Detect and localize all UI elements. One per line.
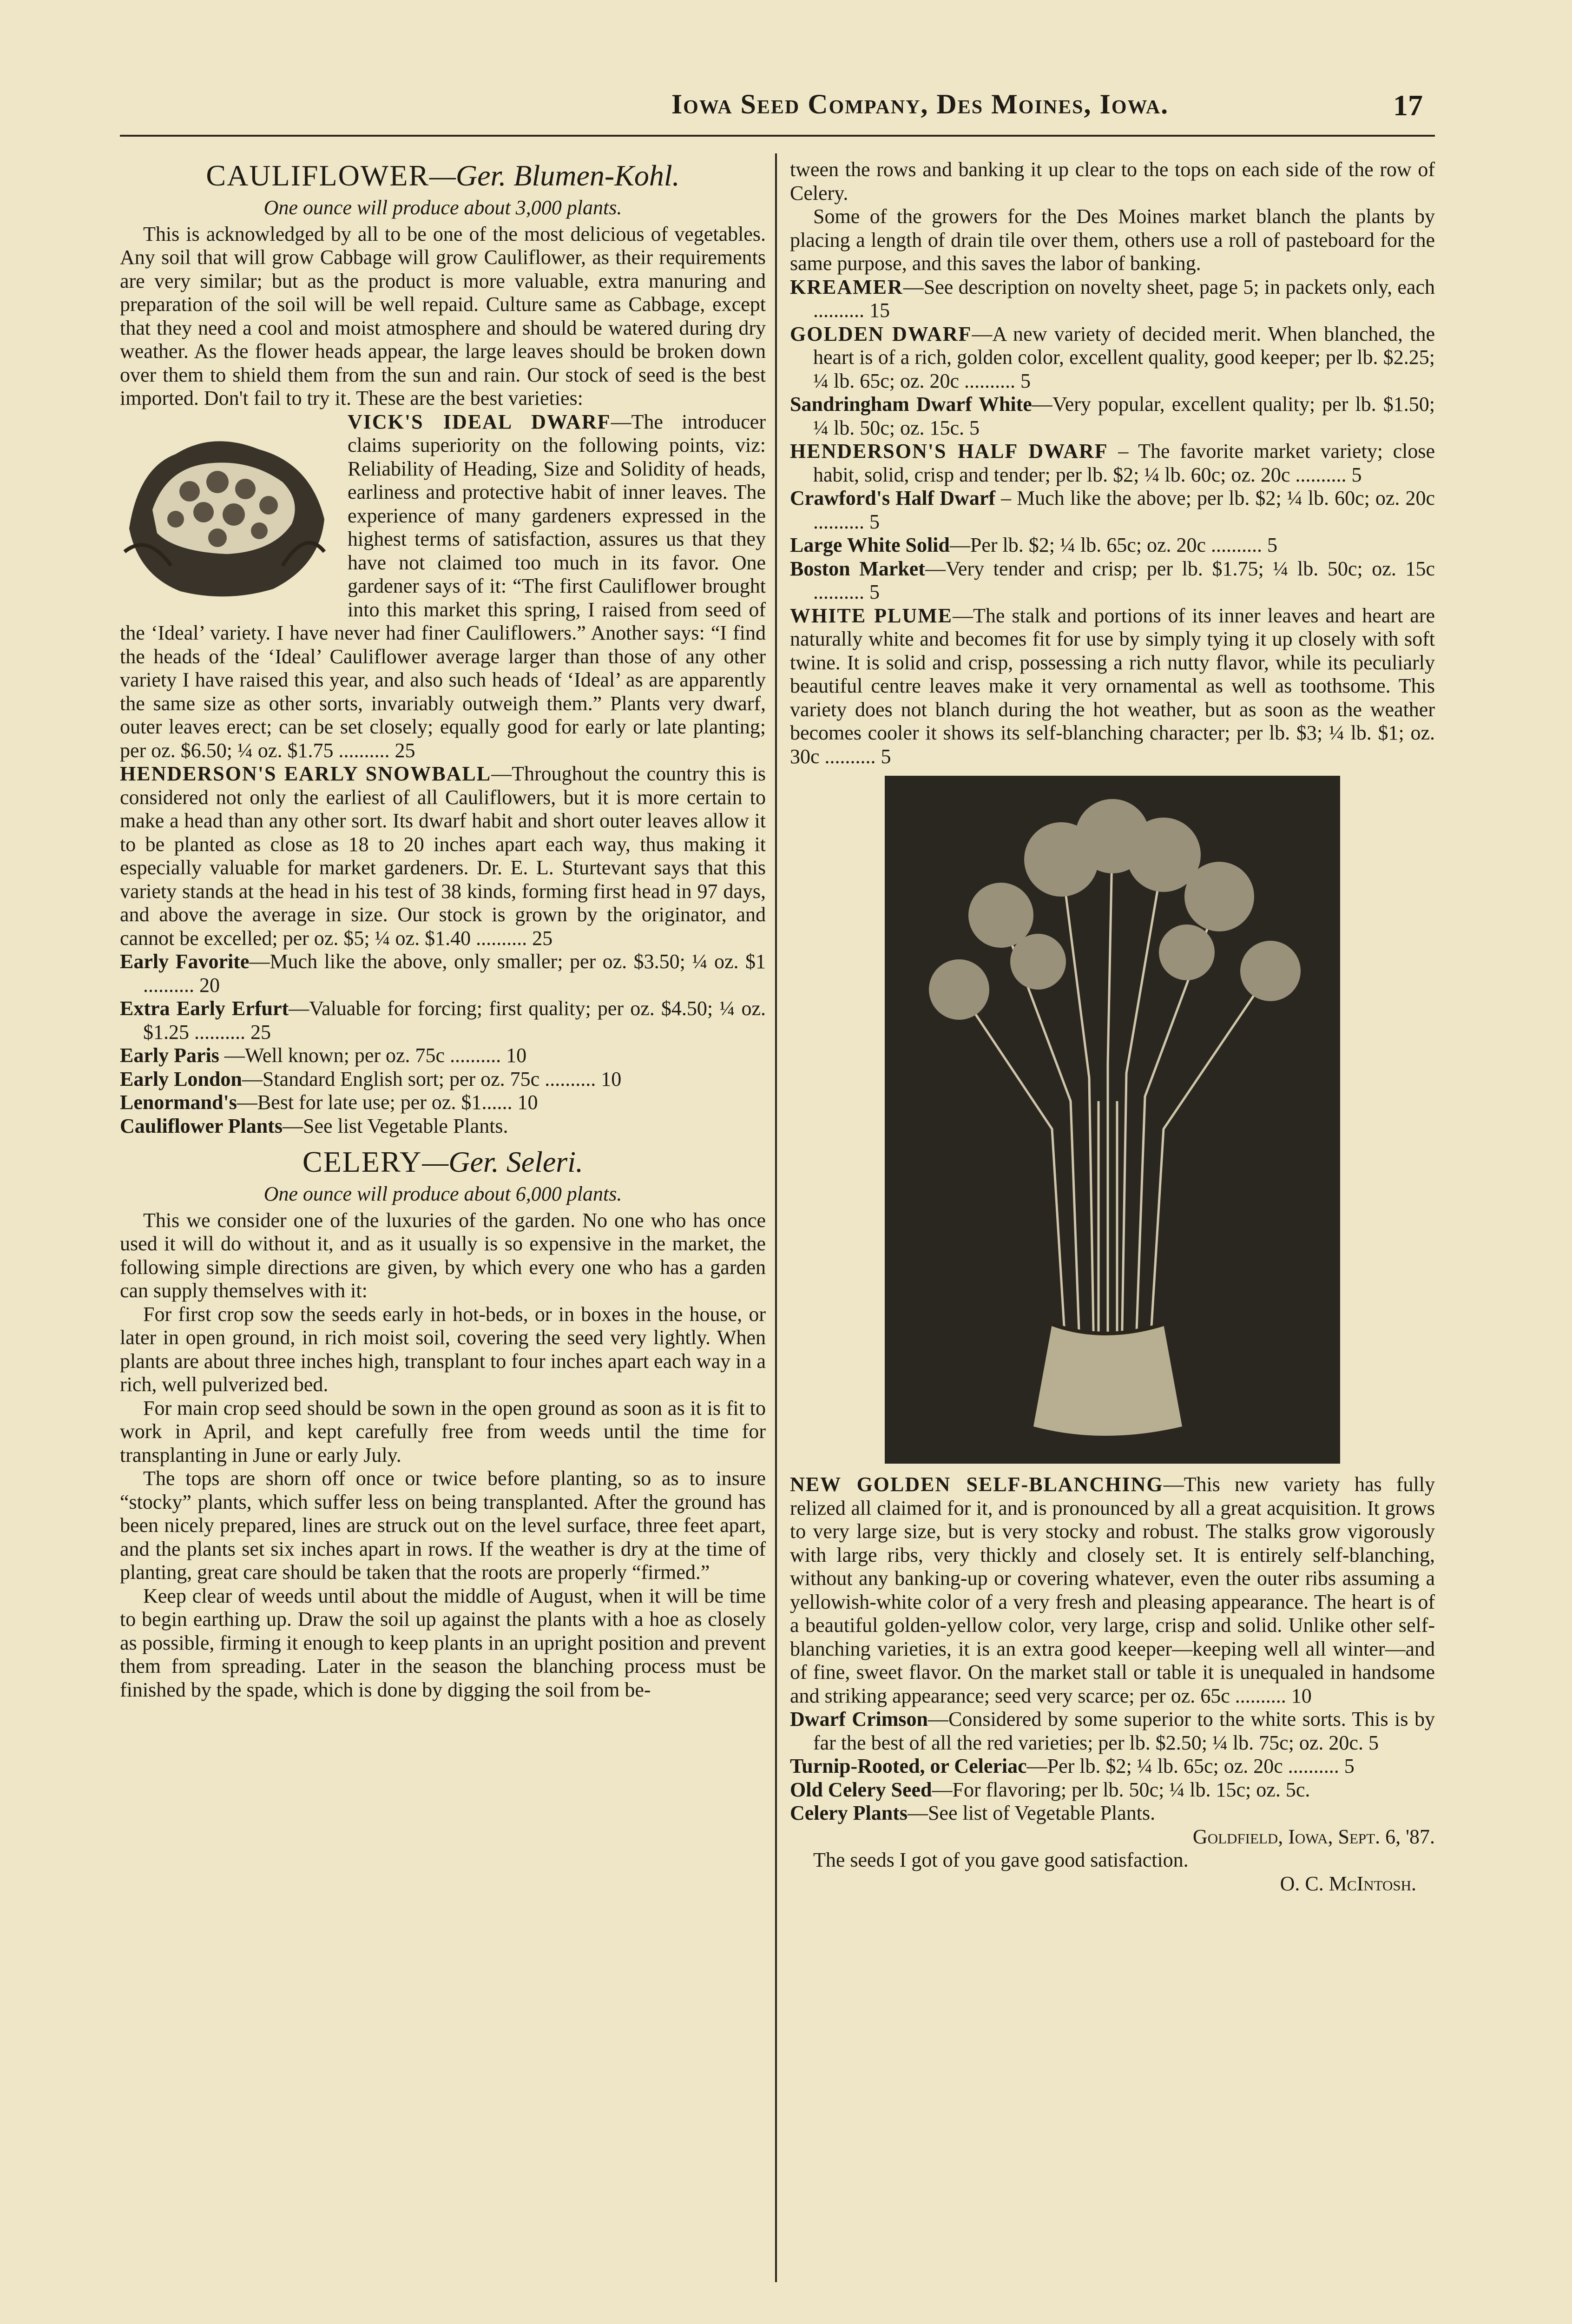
variety-text: —See list of Vegetable Plants. [907, 1802, 1156, 1824]
celery-variety-entry [790, 557, 1435, 604]
variety-text: —See description on novelty sheet, page 5; in packets only, each .......... 15 [813, 275, 1435, 322]
header-rule [120, 135, 1435, 137]
right-column [790, 158, 1435, 1895]
cauliflower-variety-entry [120, 1068, 766, 1091]
celery-subtitle: One ounce will produce about 6,000 plants. [263, 1182, 622, 1205]
celery-variety-entry [790, 1802, 1435, 1825]
variety-text: —Standard English sort; per oz. 75c .......... 10 [242, 1067, 622, 1090]
celery-variety-entry [790, 440, 1435, 487]
celery-paragraph: For first crop sow the seeds early in hot-beds, or in boxes in the house, or later in open ground, in rich moist soil, covering the seed very lightly. When plants are about three inches high, transplant to four inches apart each way in a rich, well pulverized bed. [120, 1302, 766, 1396]
celery-variety-entry [790, 276, 1435, 323]
golden-self-blanching-text: —This new variety has fully relized all claimed for it, and is pronounced by all a great acquisition. It grows to very large size, but is very stocky and robust. The stalks grow vigorously with large ribs, very thickly and closely set. It is entirely self-blanching, without any banking-up or covering whatever, even the outer ribs assuming a yellowish-white color of a very fresh and pleasing appearance. The heart is of a beautiful golden-yellow color, very large, crisp and solid. Unlike other self-blanching varieties, it is an extra good keeper—keeping well all winter—and of fine, sweet flavor. On the market stall or table it is unequaled in handsome and striking appearance; seed very scarce; per oz. 65c .......... 10 [790, 1473, 1435, 1707]
celery-variety-entry [790, 1778, 1435, 1802]
golden-self-blanching-name: NEW GOLDEN SELF-BLANCHING [790, 1473, 1164, 1496]
column-divider [775, 153, 777, 2282]
variety-name: Extra Early Erfurt [120, 997, 289, 1020]
variety-text: —Very tender and crisp; per lb. $1.75; ¼ lb. 50c; oz. 15c .......... 5 [813, 557, 1435, 603]
variety-text: —Very popular, excellent quality; per lb. $1.50; ¼ lb. 50c; oz. 15c. 5 [813, 393, 1435, 439]
celery-paragraph: For main crop seed should be sown in the open ground as soon as it is fit to work in April, and kept carefully free from weeds until the time for transplanting in June or early July. [120, 1396, 766, 1466]
page-number: 17 [1393, 89, 1423, 122]
variety-text: – Much like the above; per lb. $2; ¼ lb. 60c; oz. 20c .......... 5 [813, 487, 1435, 533]
variety-name: HENDERSON'S HALF DWARF [790, 440, 1108, 462]
variety-name: WHITE PLUME [790, 604, 953, 627]
celery-variety-entry [790, 604, 1435, 769]
variety-text: —See list Vegetable Plants. [282, 1114, 508, 1137]
celery-illustration [885, 776, 1340, 1464]
celery-variety-entry [790, 487, 1435, 534]
cauliflower-variety-entry [120, 997, 766, 1044]
celery-paragraph: The tops are shorn off once or twice before planting, so as to insure “stocky” plants, which suffer less on being transplanted. After the ground has been nicely prepared, lines are struck out on the level surface, three feet apart, and the plants set six inches apart in rows. If the weather is dry at the time of planting, great care should be taken that the roots are properly “firmed.” [120, 1467, 766, 1584]
henderson-snowball-name: HENDERSON'S EARLY SNOWBALL [120, 762, 492, 785]
variety-name: Old Celery Seed [790, 1778, 932, 1801]
cauliflower-variety-entry [120, 1115, 766, 1138]
celery-variety-entry [790, 534, 1435, 557]
variety-name: Early Paris [120, 1044, 219, 1067]
variety-name: Early Favorite [120, 950, 250, 973]
cauliflower-title: CAULIFLOWER [206, 159, 429, 192]
vicks-ideal-dwarf-entry [120, 410, 766, 763]
cauliflower-variety-entry [120, 1044, 766, 1068]
variety-text: —The stalk and portions of its inner leaves and heart are naturally white and becomes fit for use by simply tying it up closely with soft twine. It is solid and crisp, possessing a rich nutty flavor, while its peculiarly beautiful centre leaves make it very ornamental as well as toothsome. This variety does not blanch during the hot weather, but as soon as the weather becomes cooler it shows its self-blanching character; per lb. $3; ¼ lb. $1; oz. 30c .......... 5 [790, 604, 1435, 768]
celery-variety-entry [790, 323, 1435, 393]
golden-self-blanching-entry [790, 1473, 1435, 1708]
cauliflower-intro: This is acknowledged by all to be one of the most delicious of vegetables. Any soil that will grow Cabbage will grow Cauliflower, as their requirements are very similar; but as the product is more valuable, extra manuring and preparation of the soil will be well repaid. Culture same as Cabbage, except that they need a cool and moist atmosphere and should be watered during dry weather. As the flower heads appear, the large leaves should be broken down over them to shield them from the sun and rain. Our stock of seed is the best imported. Don't fail to try it. These are the best varieties: [120, 222, 766, 409]
celery-paragraph: Keep clear of weeds until about the middle of August, when it will be time to begin earthing up. Draw the soil up against the plants with a hoe as closely as possible, firming it enough to keep plants in an upright position and prevent them from spreading. Later in the season the blanching process must be finished by the spade, which is done by digging the soil from be- [120, 1584, 766, 1701]
celery-german: —Ger. Seleri. [422, 1145, 583, 1178]
vicks-ideal-dwarf-name: VICK'S IDEAL DWARF [348, 410, 611, 433]
vicks-ideal-dwarf-text: —The introducer claims superiority on the following points, viz: Reliability of Heading, Size and Solidity of heads, earliness and protective habit of inner leaves. The experience of many gardeners expressed in the highest terms of satisfaction, assures us that they have not claimed too much in its favor. One gardener says of it: “The first Cauliflower brought into this market this spring, I raised from seed of the ‘Ideal’ variety. I have never had finer Cauliflowers.” Another says: “I find the heads of the ‘Ideal’ Cauliflower average larger than those of any other variety I have raised this year, and also such heads of ‘Ideal’ as are apparently the same size as other sorts, invariably outweigh them.” Plants very dwarf, outer leaves erect; can be set closely; equally good for early or late planting; per oz. $6.50; ¼ oz. $1.75 .......... 25 [120, 410, 766, 762]
variety-name: Dwarf Crimson [790, 1708, 928, 1730]
variety-name: Large White Solid [790, 534, 950, 556]
cauliflower-subtitle: One ounce will produce about 3,000 plants. [263, 196, 622, 219]
variety-text: – The favorite market variety; close habit, solid, crisp and tender; per lb. $2; ¼ lb. 60c; oz. 20c .......... 5 [813, 440, 1435, 486]
celery-title: CELERY [303, 1145, 422, 1178]
variety-name: Cauliflower Plants [120, 1114, 283, 1137]
celery-variety-entry [790, 1708, 1435, 1755]
cauliflower-heading [120, 158, 766, 193]
celery-variety-entry [790, 1755, 1435, 1778]
testimonial-place: Goldfield, Iowa, Sept. 6, '87. [1192, 1825, 1435, 1848]
variety-text: —For flavoring; per lb. 50c; ¼ lb. 15c; oz. 5c. [932, 1778, 1310, 1801]
variety-name: Sandringham Dwarf White [790, 393, 1032, 416]
variety-name: Lenormand's [120, 1091, 237, 1114]
testimonial-signature: O. C. McIntosh. [1280, 1872, 1416, 1895]
celery-paragraph: This we consider one of the luxuries of the garden. No one who has once used it will do without it, and as it usually is so expensive in the market, the following simple directions are given, by which every one who has a garden can supply themselves with it: [120, 1208, 766, 1302]
cauliflower-variety-entry [120, 1091, 766, 1115]
variety-name: Turnip-Rooted, or Celeriac [790, 1755, 1027, 1777]
page-header: Iowa Seed Company, Des Moines, Iowa. [671, 89, 1169, 119]
cauliflower-german: —Ger. Blumen-Kohl. [429, 159, 680, 192]
variety-name: Boston Market [790, 557, 925, 580]
variety-text: —Much like the above, only smaller; per oz. $3.50; ¼ oz. $1 .......... 20 [143, 950, 766, 997]
variety-name: Crawford's Half Dwarf [790, 487, 996, 509]
variety-text: —Per lb. $2; ¼ lb. 65c; oz. 20c .......... 5 [949, 534, 1278, 556]
celery-heading [120, 1144, 766, 1180]
variety-text: —Well known; per oz. 75c .......... 10 [219, 1044, 527, 1067]
cauliflower-illustration [120, 412, 334, 610]
cauliflower-variety-entry [120, 950, 766, 997]
left-column [120, 158, 766, 1702]
variety-text: —Best for late use; per oz. $1...... 10 [237, 1091, 538, 1114]
variety-text: —Considered by some superior to the white sorts. This is by far the best of all the red varieties; per lb. $2.50; ¼ lb. 75c; oz. 20c. 5 [813, 1708, 1435, 1754]
variety-name: Early London [120, 1067, 242, 1090]
variety-name: KREAMER [790, 275, 903, 298]
variety-name: GOLDEN DWARF [790, 322, 972, 345]
variety-text: —Valuable for forcing; first quality; per oz. $4.50; ¼ oz. $1.25 .......... 25 [143, 997, 766, 1043]
henderson-snowball-text: —Throughout the country this is considered not only the earliest of all Cauliflowers, but it is more certain to make a head than any other sort. Its dwarf habit and short outer leaves allow it to be planted as close as 18 to 20 inches apart each way, thus making it especially valuable for market gardeners. Dr. E. L. Sturtevant says that this variety stands at the head in his test of 38 kinds, forming first head in 97 days, and above the average in size. Our stock is grown by the originator, and cannot be excelled; per oz. $5; ¼ oz. $1.40 .......... 25 [120, 762, 766, 950]
variety-text: —A new variety of decided merit. When blanched, the heart is of a rich, golden color, excellent quality, good keeper; per lb. $2.25; ¼ lb. 65c; oz. 20c .......... 5 [813, 322, 1435, 392]
celery-growers-note: Some of the growers for the Des Moines market blanch the plants by placing a length of drain tile over them, others use a roll of pasteboard for the same purpose, and this saves the labor of banking. [790, 205, 1435, 275]
celery-continued: tween the rows and banking it up clear to the tops on each side of the row of Celery. [790, 158, 1435, 205]
henderson-snowball-entry [120, 762, 766, 950]
celery-variety-entry [790, 393, 1435, 440]
variety-name: Celery Plants [790, 1802, 908, 1824]
variety-text: —Per lb. $2; ¼ lb. 65c; oz. 20c .......... 5 [1026, 1755, 1355, 1777]
testimonial-quote: The seeds I got of you gave good satisfaction. [813, 1849, 1189, 1871]
